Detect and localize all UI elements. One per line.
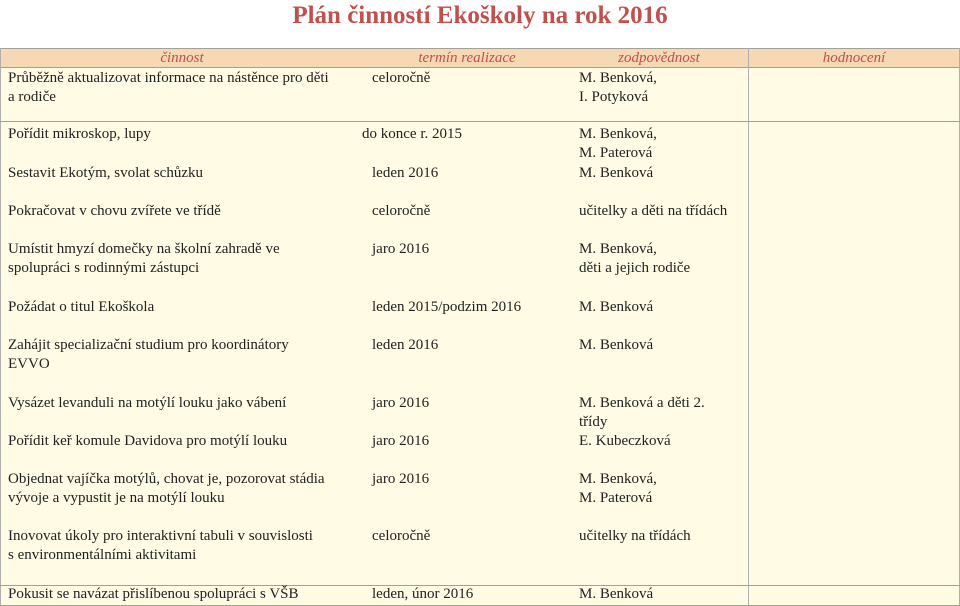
deadline-cell: leden, únor 2016 [372, 586, 474, 602]
activity-table [0, 48, 960, 606]
column-header-activity: činnost [160, 50, 204, 66]
responsibility-cell: M. Benková, děti a jejich rodiče [579, 241, 691, 276]
activity-cell: Inovovat úkoly pro interaktivní tabuli v souvislosti s environmentálními aktivitami [8, 528, 313, 563]
deadline-cell: jaro 2016 [372, 241, 430, 257]
responsibility-cell: M. Benková [579, 337, 654, 353]
activity-cell: Průběžně aktualizovat informace na nástěnce pro děti a rodiče [8, 70, 329, 105]
row-separator [0, 121, 960, 122]
responsibility-cell: E. Kubeczková [579, 433, 671, 449]
table-header [0, 48, 960, 68]
page-title: Plán činností Ekoškoly na rok 2016 [292, 2, 668, 29]
responsibility-cell: učitelky a děti na třídách [579, 203, 728, 219]
deadline-cell: leden 2016 [372, 337, 439, 353]
activity-cell: Pořídit mikroskop, lupy [8, 126, 151, 142]
deadline-cell: celoročně [372, 70, 431, 86]
activity-cell: Vysázet levanduli na motýlí louku jako vábení [8, 395, 287, 411]
responsibility-cell: učitelky na třídách [579, 528, 691, 544]
responsibility-cell: M. Benková, M. Paterová [579, 471, 657, 506]
responsibility-cell: M. Benková a děti 2. třídy [579, 395, 705, 430]
column-header-deadline: termín realizace [418, 50, 516, 66]
responsibility-cell: M. Benková, M. Paterová [579, 126, 657, 161]
activity-cell: Pokračovat v chovu zvířete ve třídě [8, 203, 221, 219]
deadline-cell: celoročně [372, 528, 431, 544]
activity-cell: Umístit hmyzí domečky na školní zahradě ve spolupráci s rodinnými zástupci [8, 241, 280, 276]
column-header-responsibility: zodpovědnost [618, 50, 700, 66]
column-divider [0, 48, 1, 606]
deadline-cell: jaro 2016 [372, 433, 430, 449]
activity-cell: Zahájit specializační studium pro koordinátory EVVO [8, 337, 289, 372]
activity-cell: Sestavit Ekotým, svolat schůzku [8, 165, 203, 181]
activity-cell: Pokusit se navázat přislíbenou spolupráci s VŠB [8, 586, 299, 602]
column-header-evaluation: hodnocení [822, 50, 886, 66]
deadline-cell: celoročně [372, 203, 431, 219]
responsibility-cell: M. Benková [579, 586, 654, 602]
deadline-cell: leden 2016 [372, 165, 439, 181]
activity-cell: Objednat vajíčka motýlů, chovat je, pozorovat stádia vývoje a vypustit je na motýlí louku [8, 471, 325, 506]
deadline-cell: do konce r. 2015 [362, 126, 462, 142]
deadline-cell: jaro 2016 [372, 471, 430, 487]
responsibility-cell: M. Benková, I. Potyková [579, 70, 657, 105]
responsibility-cell: M. Benková [579, 299, 654, 315]
responsibility-cell: M. Benková [579, 165, 654, 181]
activity-cell: Pořídit keř komule Davidova pro motýlí louku [8, 433, 288, 449]
activity-cell: Požádat o titul Ekoškola [8, 299, 155, 315]
deadline-cell: jaro 2016 [372, 395, 430, 411]
deadline-cell: leden 2015/podzim 2016 [372, 299, 522, 315]
